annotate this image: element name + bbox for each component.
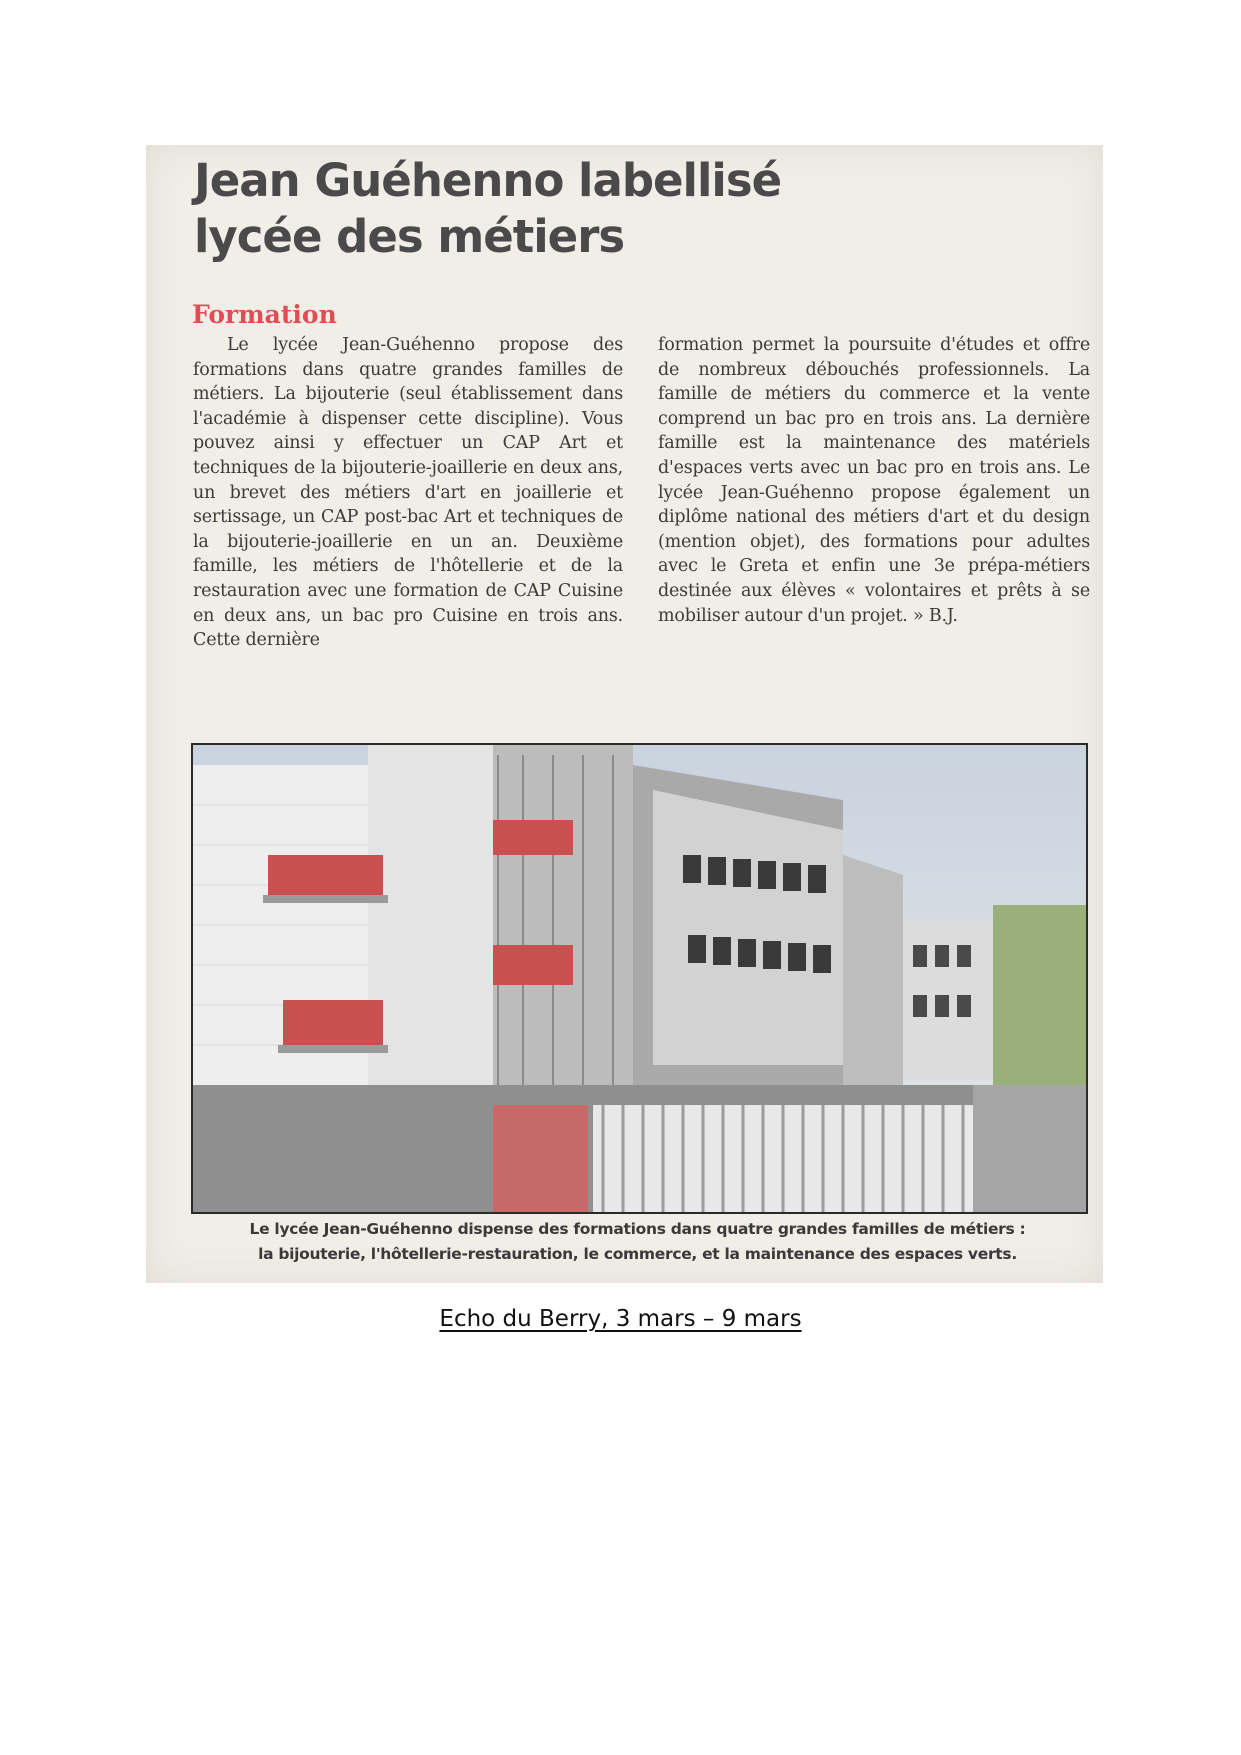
building-illustration <box>193 745 1086 1212</box>
newspaper-clipping <box>146 145 1103 1283</box>
source-citation: Echo du Berry, 3 mars – 9 mars <box>439 1306 802 1332</box>
tree <box>993 905 1086 1105</box>
article-kicker: Formation <box>192 300 337 329</box>
balcony <box>493 945 573 985</box>
right-wing <box>843 855 903 1085</box>
balcony-floor <box>278 1045 388 1053</box>
headline-line-2: lycée des métiers <box>194 210 625 263</box>
caption-line-1: Le lycée Jean-Guéhenno dispense des formations dans quatre grandes familles de métiers : <box>249 1220 1026 1238</box>
balcony <box>268 855 383 895</box>
balcony <box>493 820 573 855</box>
article-column-1: Le lycée Jean-Guéhenno propose des formations dans quatre grandes familles de métiers. La bijouterie (seul établissement dans l'académie à dispenser cette discipline). Vous pouvez ainsi y effectuer un CAP Art et techniques de la bijouterie-joaillerie en deux ans, un brevet des métiers d'art en joaillerie et sertissage, un CAP post-bac Art et techniques de la bijouterie-joaillerie en un an. Deuxième famille, les métiers de l'hôtellerie et de la restauration avec une formation de CAP Cuisine en deux ans, un bac pro Cuisine en trois ans. Cette dernière <box>193 335 623 651</box>
article-column-2: formation permet la poursuite d'études et offre de nombreux débouchés professionnels. La famille de métiers du commerce et la vente comprend un bac pro en trois ans. La dernière famille est la maintenance des matériels d'espaces verts avec un bac pro en trois ans. Le lycée Jean-Guéhenno propose également un diplôme national des métiers d'art et du design (mention objet), des formations pour adultes avec le Greta et enfin une 3e prépa-métiers destinée aux élèves « volontaires et prêts à se mobiliser autour d'un projet. » B.J. <box>658 335 1090 626</box>
balcony-floor <box>263 895 388 903</box>
right-wall <box>973 1085 1086 1212</box>
red-gate <box>493 1105 588 1212</box>
photo-caption <box>191 1217 1084 1267</box>
headline-line-1: Jean Guéhenno labellisé <box>194 154 782 207</box>
caption-line-2: la bijouterie, l'hôtellerie-restauration, le commerce, et la maintenance des espaces verts. <box>258 1245 1017 1263</box>
school-building-photo <box>191 743 1088 1214</box>
balcony <box>283 1000 383 1045</box>
main-building-facade <box>653 790 843 1065</box>
article-headline <box>194 153 781 265</box>
